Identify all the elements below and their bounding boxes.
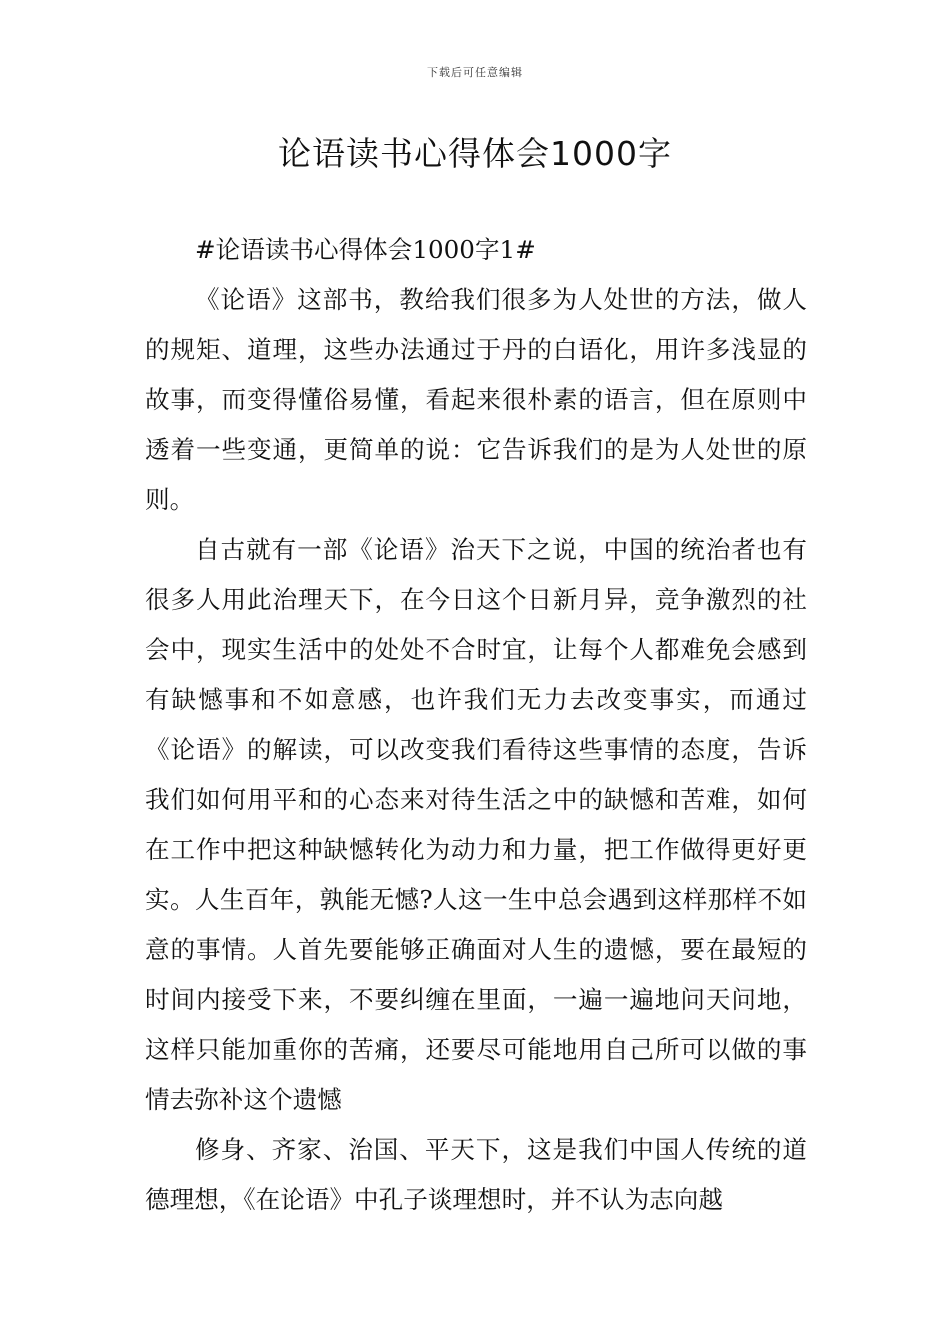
section-heading: #论语读书心得体会1000字1#	[195, 235, 536, 264]
paragraph-2: 自古就有一部《论语》治天下之说，中国的统治者也有很多人用此治理天下，在今日这个日新月异，竞争激烈的社会中，现实生活中的处处不合时宜，让每个人都难免会感到有缺憾事和不如意感，也许我们无力去改变事实，而通过《论语》的解读，可以改变我们看待这些事情的态度，告诉我们如何用平和的心态来对待生活之中的缺憾和苦难，如何在工作中把这种缺憾转化为动力和力量，把工作做得更好更实。人生百年，孰能无憾?人这一生中总会遇到这样那样不如意的事情。人首先要能够正确面对人生的遗憾，要在最短的时间内接受下来，不要纠缠在里面，一遍一遍地问天问地，这样只能加重你的苦痛，还要尽可能地用自己所可以做的事情去弥补这个遗憾	[145, 535, 807, 1114]
document-body	[145, 225, 807, 1225]
paragraph-1: 《论语》这部书，教给我们很多为人处世的方法，做人的规矩、道理，这些办法通过于丹的白语化，用许多浅显的故事，而变得懂俗易懂，看起来很朴素的语言，但在原则中透着一些变通，更简单的说：它告诉我们的是为人处世的原则。	[145, 285, 807, 514]
document-title: 论语读书心得体会1000字	[278, 134, 672, 173]
paragraph-3: 修身、齐家、治国、平天下，这是我们中国人传统的道德理想，《在论语》中孔子谈理想时，并不认为志向越	[145, 1135, 807, 1214]
header-note: 下载后可任意编辑	[427, 66, 523, 79]
